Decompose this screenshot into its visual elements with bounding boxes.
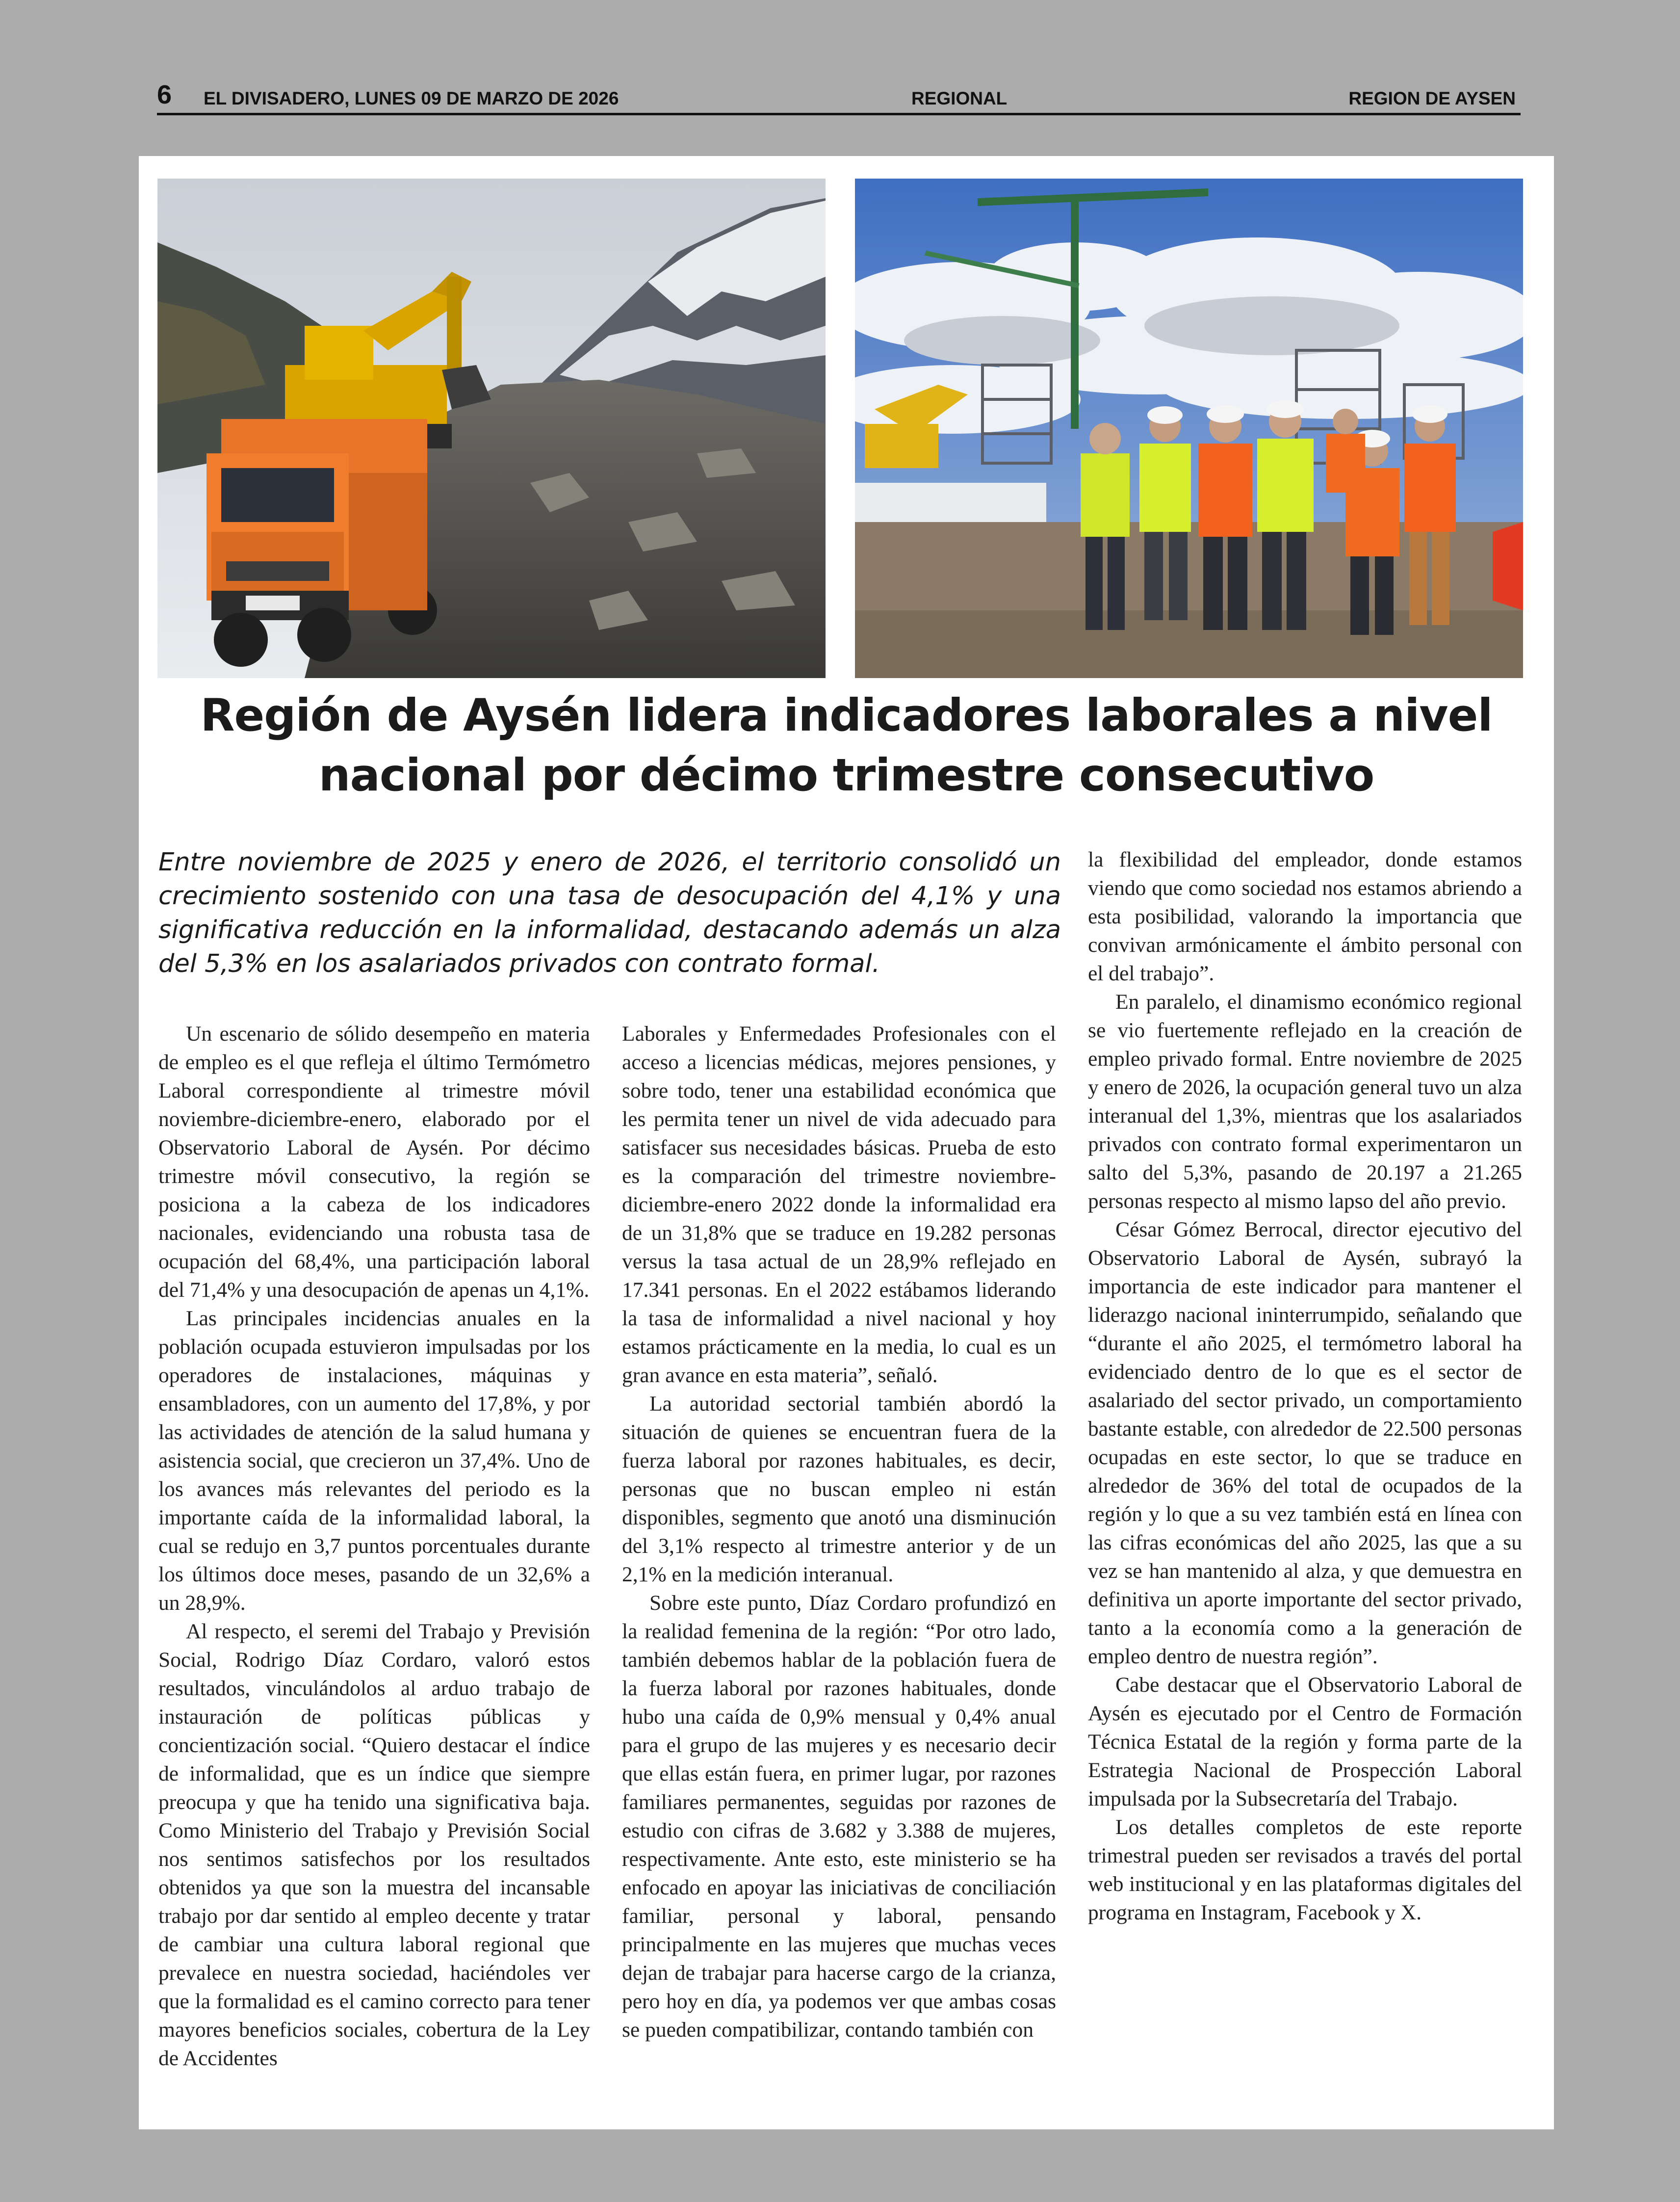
paragraph: César Gómez Berrocal, director ejecutivo del Observatorio Laboral de Aysén, subrayó la importancia de este indicador para mantener el liderazgo nacional ininterrumpido, señalando que “durante el año 2025, el termómetro laboral ha evidenciado dentro de lo que es el sector de asalariado del sector privado, un comportamiento bastante estable, con alrededor de 22.500 personas ocupadas en este sector, lo que se traduce en alrededor de 36% del total de ocupados de la región y lo que a su vez también está en línea con las cifras económicas del año 2025, las que a su vez se han mantenido al alza, y que demuestra en definitiva un aporte importante del sector privado, tanto a la economía como a la generación de empleo dentro de nuestra región”.	[1088, 1218, 1522, 1668]
article-column-2	[622, 1020, 1056, 2044]
paragraph: Laborales y Enfermedades Profesionales con el acceso a licencias médicas, mejores pensiones, y sobre todo, tener una estabilidad económica que les permita tener un nivel de vida adecuado para satisfacer sus necesidades básicas. Prueba de esto es la comparación del trimestre noviembre-diciembre-enero 2022 donde la informalidad era de un 31,8% que se traduce en 19.282 personas versus la tasa actual de un 28,9% reflejado en 17.341 personas. En el 2022 estábamos liderando la tasa de informalidad a nivel nacional y hoy estamos prácticamente en la media, lo cual es un gran avance en esta materia”, señaló.	[622, 1022, 1056, 1387]
paragraph: Las principales incidencias anuales en la población ocupada estuvieron impulsadas por los operadores de instalaciones, máquinas y ensambladores, con un aumento del 17,8%, y por las actividades de atención de la salud humana y asistencia social, que crecieron un 37,4%. Uno de los avances más relevantes del periodo es la importante caída de la informalidad laboral, la cual se redujo en 3,7 puntos porcentuales durante los últimos doce meses, pasando de un 32,6% a un 28,9%.	[158, 1307, 590, 1615]
section-label: REGIONAL	[911, 88, 1008, 108]
headline-line-2: nacional por décimo trimestre consecutivo	[318, 750, 1374, 801]
paragraph: En paralelo, el dinamismo económico regional se vio fuertemente reflejado en la creación de empleo privado formal. Entre noviembre de 2025 y enero de 2026, la ocupación general tuvo un alza interanual del 1,3%, mientras que los asalariados privados con contrato formal experimentaron un salto del 5,3%, pasando de 20.197 a 21.265 personas respecto al mismo lapso del año previo.	[1088, 990, 1522, 1213]
excavator-truck-photo	[157, 179, 826, 678]
article-column-3	[1088, 845, 1522, 1927]
paragraph: Un escenario de sólido desempeño en materia de empleo es el que refleja el último Termómetro Laboral correspondiente al trimestre móvil noviembre-diciembre-enero, elaborado por el Observatorio Laboral de Aysén. Por décimo trimestre móvil consecutivo, la región se posiciona a la cabeza de los indicadores nacionales, evidenciando una robusta tasa de ocupación del 68,4%, una participación laboral del 71,4% y una desocupación de apenas un 4,1%.	[158, 1022, 590, 1302]
page-number: 6	[157, 80, 172, 109]
article-headline	[168, 686, 1525, 806]
paragraph: Cabe destacar que el Observatorio Laboral de Aysén es ejecutado por el Centro de Formación Técnica Estatal de la región y forma parte de la Estrategia Nacional de Prospección Laboral impulsada por la Subsecretaría del Trabajo.	[1088, 1673, 1522, 1810]
workers-construction-site-photo	[855, 179, 1523, 678]
article-lead: Entre noviembre de 2025 y enero de 2026, el territorio consolidó un crecimiento sostenido con una tasa de desocupación del 4,1% y una significativa reducción en la informalidad, destacando además un alza del 5,3% en los asalariados privados con contrato formal.	[158, 848, 1061, 978]
article-column-1	[158, 1020, 590, 2072]
headline-line-1: Región de Aysén lidera indicadores laborales a nivel	[200, 690, 1493, 741]
page-header	[157, 80, 1521, 115]
paragraph: Los detalles completos de este reporte trimestral pueden ser revisados a través del portal web institucional y en las plataformas digitales del programa en Instagram, Facebook y X.	[1088, 1815, 1522, 1924]
article-sheet	[139, 156, 1554, 2129]
paragraph: Sobre este punto, Díaz Cordaro profundizó en la realidad femenina de la región: “Por otro lado, también debemos hablar de la población fuera de la fuerza laboral por razones habituales, donde hubo una caída de 0,9% mensual y 0,4% anual para el grupo de las mujeres y es necesario decir que ellas están fuera, en primer lugar, por razones familiares permanentes, seguidas por razones de estudio con cifras de 3.682 y 3.388 de mujeres, respectivamente. Ante esto, este ministerio se ha enfocado en apoyar las iniciativas de conciliación familiar, personal y laboral, pensando principalmente en las mujeres que muchas veces dejan de trabajar para hacerse cargo de la crianza, pero hoy en día, ya podemos ver que ambas cosas se pueden compatibilizar, contando también con	[622, 1591, 1056, 2042]
paragraph: Al respecto, el seremi del Trabajo y Previsión Social, Rodrigo Díaz Cordaro, valoró estos resultados, vinculándolos al arduo trabajo de instauración de políticas públicas y concientización social. “Quiero destacar el índice de informalidad, que es un índice que siempre preocupa y que ha tenido una significativa baja. Como Ministerio del Trabajo y Previsión Social nos sentimos satisfechos por los resultados obtenidos ya que son la muestra del incansable trabajo por dar sentido al empleo decente y tratar de cambiar una cultura laboral regional que prevalece en nuestra sociedad, haciéndoles ver que la formalidad es el camino correcto para tener mayores beneficios sociales, cobertura de la Ley de Accidentes	[158, 1620, 590, 2070]
publication-date: EL DIVISADERO, LUNES 09 DE MARZO DE 2026	[204, 88, 619, 108]
paragraph: La autoridad sectorial también abordó la situación de quienes se encuentran fuera de la fuerza laboral por razones habituales, es decir, personas que no buscan empleo ni están disponibles, segmento que anotó una disminución del 3,1% respecto al trimestre anterior y de un 2,1% en la medición interanual.	[622, 1392, 1056, 1586]
paragraph: la flexibilidad del empleador, donde estamos viendo que como sociedad nos estamos abriendo a esta posibilidad, valorando la importancia que convivan armónicamente el ámbito personal con el del trabajo”.	[1088, 848, 1522, 985]
region-label: REGION DE AYSEN	[1348, 88, 1516, 108]
